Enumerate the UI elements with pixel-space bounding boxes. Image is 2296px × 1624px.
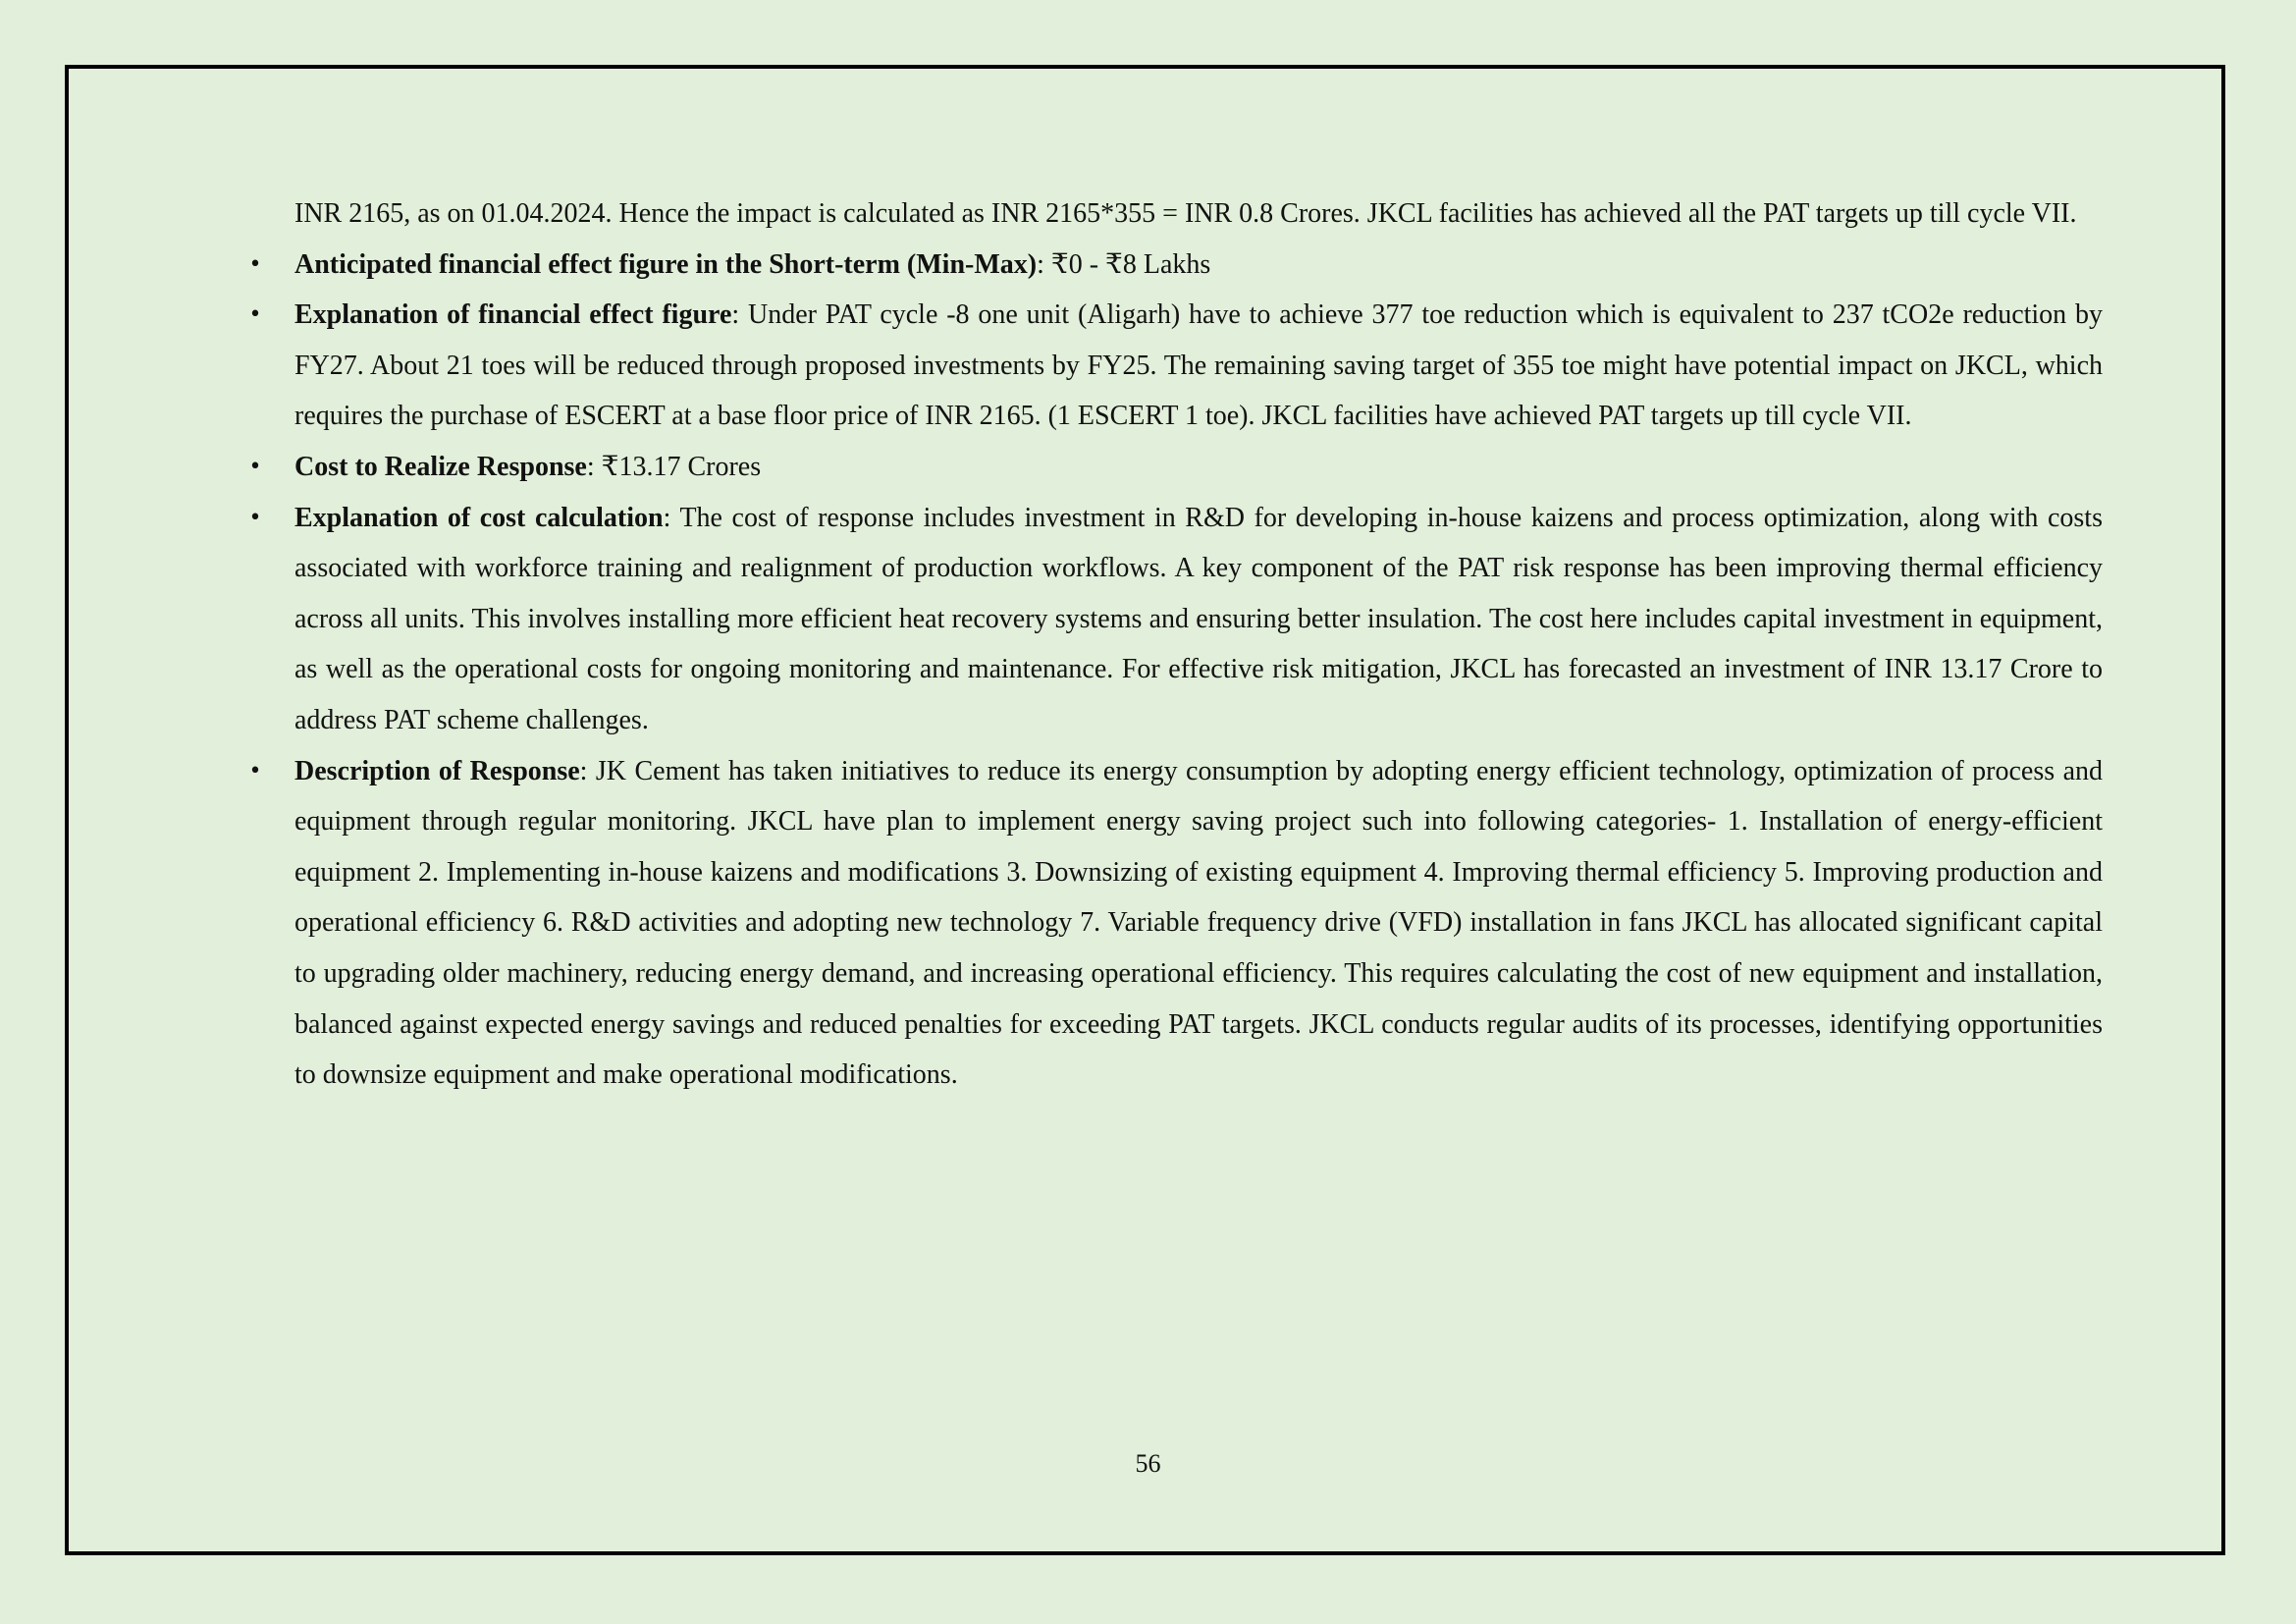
item-label: Explanation of cost calculation xyxy=(294,502,664,533)
bullet-list xyxy=(248,240,2104,1101)
item-label: Anticipated financial effect figure in the Short-term (Min-Max) xyxy=(294,248,1038,280)
intro-paragraph: INR 2165, as on 01.04.2024. Hence the impact is calculated as INR 2165*355 = INR 0.8 Crores. JKCL facilities has achieved all the PAT targets up till cycle VII. xyxy=(294,198,2077,229)
item-separator: : xyxy=(586,451,602,482)
item-separator: : xyxy=(1037,248,1051,280)
bullet-icon: • xyxy=(248,251,262,277)
item-separator: : xyxy=(663,502,680,533)
page-content xyxy=(248,189,2104,1101)
item-text: JK Cement has taken initiatives to reduce its energy consumption by adopting energy efficient technology, optimization of process and equipment through regular monitoring. JKCL have plan to implement energy saving project such into following categories- 1. Installation of energy-efficient equipment 2. Implementing in-house kaizens and modifications 3. Downsizing of existing equipment 4. Improving thermal efficiency 5. Improving production and operational efficiency 6. R&D activities and adopting new technology 7. Variable frequency drive (VFD) installation in fans JKCL has allocated significant capital to upgrading older machinery, reducing energy demand, and increasing operational efficiency. This requires calculating the cost of new equipment and installation, balanced against expected energy savings and reduced penalties for exceeding PAT targets. JKCL conducts regular audits of its processes, identifying opportunities to downsize equipment and make operational modifications. xyxy=(294,755,2104,1091)
item-text: Under PAT cycle -8 one unit (Aligarh) have to achieve 377 toe reduction which is equivalent to 237 tCO2e reduction by FY27. About 21 toes will be reduced through proposed investments by FY25. The remaining saving target of 355 toe might have potential impact on JKCL, which requires the purchase of ESCERT at a base floor price of INR 2165. (1 ESCERT 1 toe). JKCL facilities have achieved PAT targets up till cycle VII. xyxy=(294,299,2103,432)
item-separator: : xyxy=(579,755,596,786)
list-item xyxy=(248,240,2103,291)
bullet-icon: • xyxy=(248,758,262,784)
list-item xyxy=(248,493,2103,746)
item-text: ₹13.17 Crores xyxy=(601,451,762,482)
item-label: Description of Response xyxy=(294,755,580,786)
page-number: 56 xyxy=(1135,1449,1161,1478)
item-label: Cost to Realize Response xyxy=(294,451,587,482)
bullet-icon: • xyxy=(248,505,262,530)
bullet-icon: • xyxy=(248,454,262,479)
list-item xyxy=(248,290,2103,442)
bullet-icon: • xyxy=(248,302,262,328)
item-text: The cost of response includes investment in R&D for developing in-house kaizens and process optimization, along with costs associated with workforce training and realignment of production workflows. A key component of the PAT risk response has been improving thermal efficiency across all units. This involves installing more efficient heat recovery systems and ensuring better insulation. The cost here includes capital investment in equipment, as well as the operational costs for ongoing monitoring and maintenance. For effective risk mitigation, JKCL has forecasted an investment of INR 13.17 Crore to address PAT scheme challenges. xyxy=(294,502,2103,735)
item-text: ₹0 - ₹8 Lakhs xyxy=(1050,248,1211,280)
list-item xyxy=(248,746,2104,1101)
list-item xyxy=(248,442,2103,493)
item-label: Explanation of financial effect figure xyxy=(294,299,732,331)
item-separator: : xyxy=(731,299,748,331)
